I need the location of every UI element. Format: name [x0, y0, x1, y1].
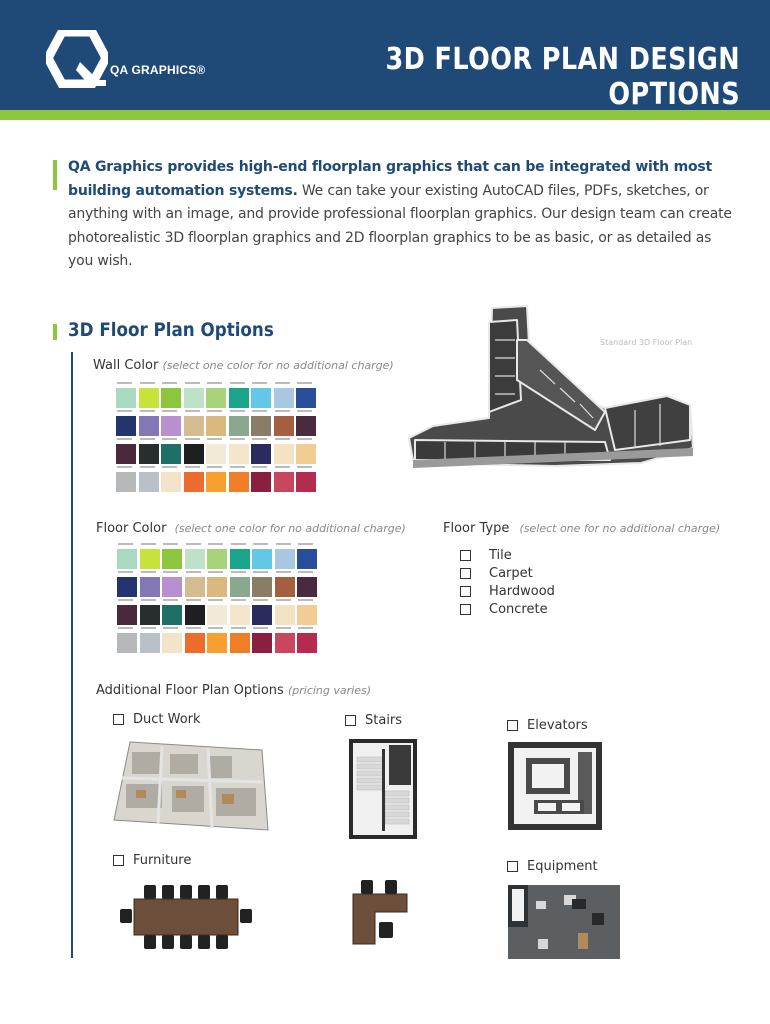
floor-color-swatch[interactable]	[162, 605, 182, 625]
wall-color-swatch[interactable]	[116, 444, 136, 464]
floor-color-swatch[interactable]	[207, 633, 227, 653]
floor-color-swatch[interactable]	[230, 577, 250, 597]
logo-wordmark: QA GRAPHICS®	[110, 63, 206, 77]
page-title: 3D FLOOR PLAN DESIGN OPTIONS	[385, 42, 740, 112]
floor-color-swatch[interactable]	[140, 549, 160, 569]
floor-type-hint: (select one for no additional charge)	[519, 522, 721, 535]
wall-color-swatch[interactable]	[139, 444, 159, 464]
floor-color-swatch[interactable]	[275, 577, 295, 597]
floor-color-swatch[interactable]	[140, 577, 160, 597]
furniture-checkbox[interactable]	[113, 855, 124, 866]
wall-color-swatch[interactable]	[274, 472, 294, 492]
floor-color-swatch[interactable]	[117, 549, 137, 569]
wall-color-swatch[interactable]	[116, 388, 136, 408]
wall-color-swatch[interactable]	[161, 472, 181, 492]
section-vertical-rule	[71, 352, 73, 958]
floor-color-swatch[interactable]	[207, 549, 227, 569]
floor-color-swatch[interactable]	[230, 549, 250, 569]
floor-type-option-label: Hardwood	[489, 583, 555, 599]
floor-color-swatch[interactable]	[117, 633, 137, 653]
floor-color-swatch[interactable]	[207, 605, 227, 625]
intro-lead: QA Graphics provides high-end floorplan graphics that can be integrated with most building automation systems.	[68, 159, 713, 199]
floor-color-swatch[interactable]	[162, 577, 182, 597]
equipment-image	[508, 885, 620, 959]
wall-color-swatch[interactable]	[206, 444, 226, 464]
qa-graphics-logo-icon	[46, 30, 108, 88]
wall-color-swatch[interactable]	[296, 444, 316, 464]
stairs-image	[349, 739, 417, 839]
furniture-option[interactable]: Furniture	[113, 853, 191, 868]
floor-color-swatch[interactable]	[185, 605, 205, 625]
wall-color-swatch[interactable]	[161, 388, 181, 408]
floor-type-option-label: Concrete	[489, 601, 548, 617]
equipment-option[interactable]: Equipment	[507, 859, 598, 874]
floor-color-swatch[interactable]	[275, 549, 295, 569]
floor-color-swatch[interactable]	[297, 633, 317, 653]
floor-type-option[interactable]	[460, 600, 555, 618]
wall-color-hint: (select one color for no additional charge)	[162, 359, 394, 372]
stairs-option[interactable]: Stairs	[345, 713, 402, 728]
wall-color-swatch[interactable]	[251, 416, 271, 436]
floor-color-swatch[interactable]	[275, 605, 295, 625]
wall-color-swatch[interactable]	[206, 388, 226, 408]
floor-color-label: Floor Color (select one color for no additional charge)	[96, 521, 406, 536]
wall-color-swatch[interactable]	[116, 472, 136, 492]
elevators-checkbox[interactable]	[507, 720, 518, 731]
wall-color-swatch[interactable]	[251, 472, 271, 492]
floor-color-swatch[interactable]	[252, 577, 272, 597]
floor-color-swatch[interactable]	[297, 605, 317, 625]
duct-work-image	[112, 738, 272, 836]
additional-options-hint: (pricing varies)	[287, 684, 371, 697]
intro-body: We can take your existing AutoCAD files, PDFs, sketches, or anything with an image, and provide professional floorplan graphics. Our design team can create photorealistic 3D floorplan graphics and 2D floorplan graphics to be as basic, or as detailed as you wish.	[68, 182, 732, 269]
wall-color-swatch[interactable]	[139, 416, 159, 436]
wall-color-swatch[interactable]	[296, 472, 316, 492]
wall-color-swatch[interactable]	[206, 416, 226, 436]
wall-color-swatch[interactable]	[229, 444, 249, 464]
standard-plan-caption: Standard 3D Floor Plan	[600, 338, 693, 347]
wall-color-swatch[interactable]	[229, 416, 249, 436]
wall-color-swatch[interactable]	[229, 388, 249, 408]
standard-3d-floor-plan-image	[405, 300, 705, 475]
elevators-image	[508, 742, 602, 830]
floor-color-swatch[interactable]	[162, 633, 182, 653]
floor-type-checkbox[interactable]	[460, 586, 471, 597]
floor-type-option-label: Carpet	[489, 565, 533, 581]
floor-color-swatch[interactable]	[117, 605, 137, 625]
floor-color-swatch[interactable]	[230, 633, 250, 653]
floor-type-options	[460, 546, 555, 618]
floor-type-option[interactable]	[460, 564, 555, 582]
floor-color-swatch[interactable]	[297, 549, 317, 569]
wall-color-label: Wall Color (select one color for no additional charge)	[93, 358, 394, 373]
floor-color-swatch[interactable]	[207, 577, 227, 597]
section-title: 3D Floor Plan Options	[68, 319, 274, 341]
duct-work-checkbox[interactable]	[113, 714, 124, 725]
floor-color-swatches	[117, 541, 317, 653]
additional-options-label: Additional Floor Plan Options (pricing varies)	[96, 683, 371, 698]
floor-color-swatch[interactable]	[185, 577, 205, 597]
floor-color-swatch[interactable]	[140, 605, 160, 625]
duct-work-option[interactable]: Duct Work	[113, 712, 201, 727]
wall-color-swatch[interactable]	[139, 472, 159, 492]
floor-color-swatch[interactable]	[252, 605, 272, 625]
floor-color-swatch[interactable]	[140, 633, 160, 653]
equipment-checkbox[interactable]	[507, 861, 518, 872]
wall-color-swatch[interactable]	[229, 472, 249, 492]
wall-color-swatch[interactable]	[184, 416, 204, 436]
intro-paragraph	[68, 156, 740, 274]
elevators-option[interactable]: Elevators	[507, 718, 588, 733]
wall-color-swatch[interactable]	[296, 388, 316, 408]
wall-color-swatches	[116, 380, 316, 492]
floor-color-swatch[interactable]	[117, 577, 137, 597]
wall-color-swatch[interactable]	[161, 416, 181, 436]
wall-color-swatch[interactable]	[274, 416, 294, 436]
floor-color-swatch[interactable]	[297, 577, 317, 597]
floor-color-swatch[interactable]	[162, 549, 182, 569]
floor-type-label: Floor Type (select one for no additional charge)	[443, 521, 721, 536]
floor-color-swatch[interactable]	[185, 633, 205, 653]
floor-type-checkbox[interactable]	[460, 568, 471, 579]
floor-color-swatch[interactable]	[185, 549, 205, 569]
floor-color-hint: (select one color for no additional charge)	[174, 522, 406, 535]
wall-color-swatch[interactable]	[274, 444, 294, 464]
wall-color-swatch[interactable]	[274, 388, 294, 408]
wall-color-swatch[interactable]	[161, 444, 181, 464]
floor-color-swatch[interactable]	[252, 633, 272, 653]
floor-type-option[interactable]	[460, 546, 555, 564]
furniture-desk-image	[347, 878, 413, 948]
wall-color-swatch[interactable]	[116, 416, 136, 436]
section-accent-bar	[53, 324, 57, 340]
wall-color-swatch[interactable]	[296, 416, 316, 436]
wall-color-swatch[interactable]	[251, 444, 271, 464]
wall-color-swatch[interactable]	[251, 388, 271, 408]
floor-type-option-label: Tile	[489, 547, 512, 563]
wall-color-swatch[interactable]	[184, 444, 204, 464]
stairs-checkbox[interactable]	[345, 715, 356, 726]
furniture-conference-table-image	[116, 883, 256, 953]
intro-accent-bar	[53, 160, 57, 190]
floor-color-swatch[interactable]	[252, 549, 272, 569]
floor-color-swatch[interactable]	[275, 633, 295, 653]
wall-color-swatch[interactable]	[184, 388, 204, 408]
floor-type-checkbox[interactable]	[460, 604, 471, 615]
floor-color-swatch[interactable]	[230, 605, 250, 625]
wall-color-swatch[interactable]	[139, 388, 159, 408]
floor-type-checkbox[interactable]	[460, 550, 471, 561]
floor-type-option[interactable]	[460, 582, 555, 600]
wall-color-swatch[interactable]	[184, 472, 204, 492]
wall-color-swatch[interactable]	[206, 472, 226, 492]
